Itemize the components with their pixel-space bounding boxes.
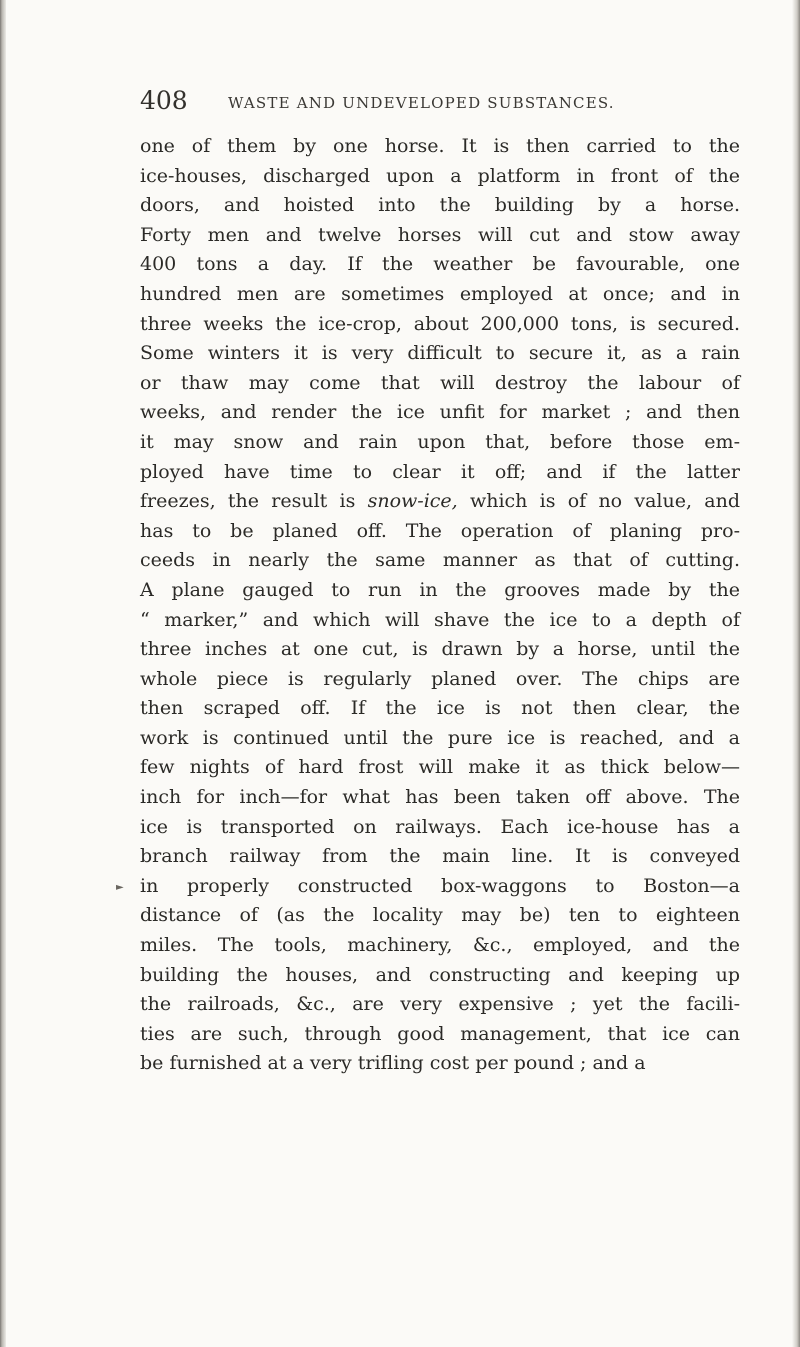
text-line: whole piece is regularly planed over. The chips are bbox=[140, 667, 740, 690]
text-line: three inches at one cut, is drawn by a horse, until the bbox=[140, 638, 740, 661]
text-line: the railroads, &c., are very expensive ; yet the facili- bbox=[140, 993, 740, 1016]
text-line: weeks, and render the ice unfit for market ; and then bbox=[140, 401, 740, 424]
text-line: 400 tons a day. If the weather be favourable, one bbox=[140, 253, 740, 276]
text-line: ceeds in nearly the same manner as that of cutting. bbox=[140, 549, 740, 572]
body-text bbox=[140, 132, 740, 1079]
text-segment: which is of no value, and bbox=[457, 490, 740, 513]
text-line: ice is transported on railways. Each ice-house has a bbox=[140, 815, 740, 838]
text-line: Some winters it is very difficult to secure it, as a rain bbox=[140, 342, 740, 365]
text-line: inch for inch—for what has been taken off above. The bbox=[140, 786, 740, 809]
page-edge-left bbox=[0, 0, 6, 1347]
text-line bbox=[140, 487, 740, 517]
text-line: branch railway from the main line. It is conveyed bbox=[140, 845, 740, 868]
text-line: hundred men are sometimes employed at once; and in bbox=[140, 282, 740, 305]
text-line: A plane gauged to run in the grooves made by the bbox=[140, 578, 740, 601]
text-line: in properly constructed box-waggons to Boston—a bbox=[140, 874, 740, 897]
text-segment: freezes, the result is bbox=[140, 490, 368, 513]
text-line: ice-houses, discharged upon a platform in front of the bbox=[140, 164, 740, 187]
page-number: 408 bbox=[140, 86, 188, 115]
text-line: building the houses, and constructing and keeping up bbox=[140, 963, 740, 986]
text-line: “ marker,” and which will shave the ice to a depth of bbox=[140, 608, 740, 631]
text-line: distance of (as the locality may be) ten to eighteen bbox=[140, 904, 740, 927]
text-line: three weeks the ice-crop, about 200,000 tons, is secured. bbox=[140, 312, 740, 335]
text-line: ployed have time to clear it off; and if the latter bbox=[140, 460, 740, 483]
text-line: miles. The tools, machinery, &c., employed, and the bbox=[140, 934, 740, 957]
text-line: then scraped off. If the ice is not then clear, the bbox=[140, 697, 740, 720]
text-line: doors, and hoisted into the building by a horse. bbox=[140, 194, 740, 217]
page-header bbox=[140, 86, 760, 122]
text-line: it may snow and rain upon that, before those em- bbox=[140, 430, 740, 453]
text-line: be furnished at a very trifling cost per pound ; and a bbox=[140, 1052, 646, 1075]
running-head: WASTE AND UNDEVELOPED SUBSTANCES. bbox=[228, 94, 615, 112]
text-line: few nights of hard frost will make it as thick below— bbox=[140, 756, 740, 779]
text-line: one of them by one horse. It is then carried to the bbox=[140, 135, 740, 157]
text-line: has to be planed off. The operation of planing pro- bbox=[140, 519, 740, 542]
text-line: or thaw may come that will destroy the labour of bbox=[140, 371, 740, 394]
page-edge-right bbox=[792, 0, 800, 1347]
italic-term: snow-ice, bbox=[367, 490, 458, 513]
text-line: work is continued until the pure ice is reached, and a bbox=[140, 726, 740, 749]
text-line: ties are such, through good management, that ice can bbox=[140, 1022, 740, 1045]
stray-mark: ► bbox=[116, 882, 124, 893]
text-line: Forty men and twelve horses will cut and stow away bbox=[140, 223, 740, 246]
